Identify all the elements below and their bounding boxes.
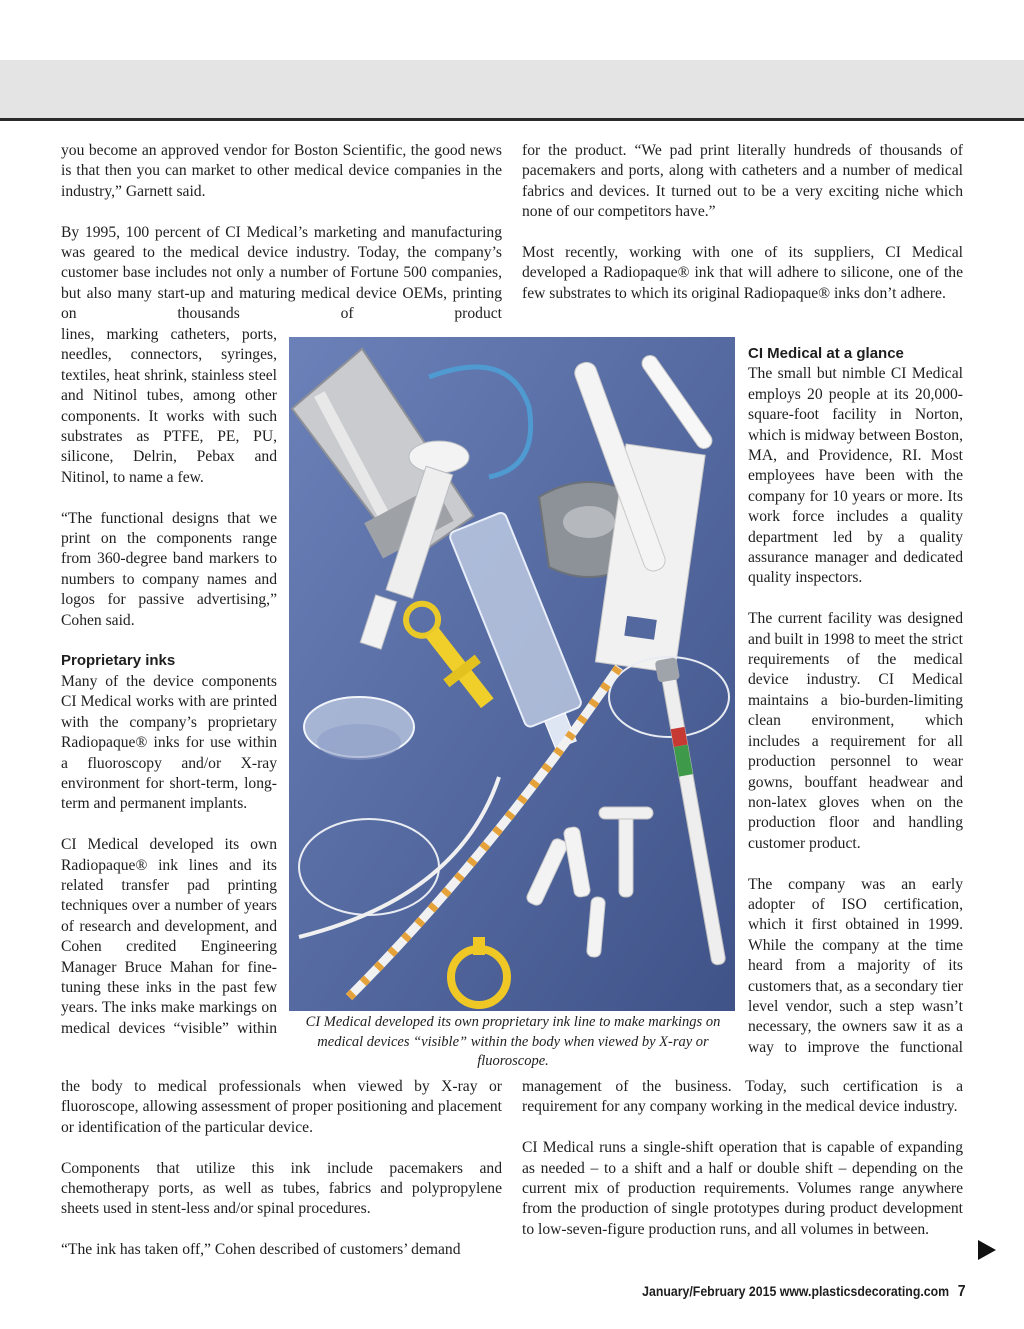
photo-caption: CI Medical developed its own proprietary ink line to make markings on medical devices “visible” within the body when viewed by X-ray or fluoroscope. <box>305 1014 721 1069</box>
paragraph: “The functional designs that we print on the components range from 360-degree band markers to numbers to company names and logos for passive advertising,” Cohen said. <box>61 509 277 629</box>
paragraph: CI Medical runs a single-shift operation that is capable of expanding as needed – to a shift and a half or double shift – depending on the current mix of production requirements. Volumes range anywhere from the production of single prototypes during product development to low-seven-figure production runs, and all volumes in between. <box>522 1139 963 1238</box>
paragraph: for the product. “We pad print literally hundreds of thousands of pacemakers and ports, along with catheters and a number of medical fabrics and devices. It turned out to be a very exciting niche which none of our competitors have.” <box>522 142 963 221</box>
page-number: 7 <box>958 1283 966 1300</box>
paragraph: Components that utilize this ink include pacemakers and chemotherapy ports, as well as tubes, fabrics and polypropylene sheets used in stent-less and/or spinal procedures. <box>61 1159 502 1218</box>
paragraph: lines, marking catheters, ports, needles, connectors, syringes, textiles, heat shrink, stainless steel and Nitinol tubes, among other components. It works with such substrates as PTFE, PE, PU, silicone, Delrin, Pebax and Nitinol, to name a few. <box>61 326 277 486</box>
paragraph: management of the business. Today, such certification is a requirement for any company working in the medical device industry. <box>522 1078 963 1116</box>
photo-illustration <box>289 337 735 1011</box>
paragraph: you become an approved vendor for Boston Scientific, the good news is that then you can market to other medical device companies in the industry,” Garnett said. <box>61 142 502 200</box>
page-footer <box>642 1283 966 1301</box>
paragraph: “The ink has taken off,” Cohen described of customers’ demand <box>61 1241 461 1259</box>
paragraph: The company was an early adopter of ISO certification, which it first obtained in 1999. While the company at the time heard from a majority of its customers that, as a secondary tier level vendor, such a step wasn’t necessary, the owners saw it as a way to improve the functional <box>748 875 963 1056</box>
paragraph: CI Medical developed its own Radiopaque® ink lines and its related transfer pad printing techniques over a number of years of research and development, and Cohen credited Engineering Manager Bruce Mahan for fine-tuning these inks in the past few years. The inks make markings on medical devices “visible” within <box>61 836 277 1037</box>
left-column-top <box>61 141 502 325</box>
subhead-proprietary-inks: Proprietary inks <box>61 652 176 670</box>
paragraph: The current facility was designed and built in 1998 to meet the strict requirements of the medical device industry. CI Medical maintains a bio-burden-limiting clean environment, which includes a requirement for all production personnel to wear gowns, bouffant headwear and non-latex gloves when on the production floor and handling customer product. <box>748 610 963 852</box>
paragraph: the body to medical professionals when viewed by X-ray or fluoroscope, allowing assessment of proper positioning and placement or identification of the particular device. <box>61 1078 502 1136</box>
paragraph: Most recently, working with one of its suppliers, CI Medical developed a Radiopaque® ink that will adhere to silicone, one of the few substrates to which its original Radiopaque® inks don’t adhere. <box>522 244 963 302</box>
right-column-narrow <box>748 344 963 1058</box>
footer-issue: January/February 2015 <box>642 1283 777 1299</box>
left-column-narrow <box>61 325 277 1039</box>
paragraph: Many of the device components CI Medical works with are printed with the company’s proprietary Radiopaque® inks for use within a fluoroscopy and/or X-ray environment for short-term, long-term and permanent implants. <box>61 672 277 813</box>
left-column-bottom <box>61 1077 502 1261</box>
medical-devices-photo <box>289 337 735 1011</box>
footer-site: www.plasticsdecorating.com <box>780 1283 950 1299</box>
right-column-bottom <box>522 1077 963 1240</box>
right-column-top <box>522 141 963 304</box>
header-band <box>0 60 1024 121</box>
paragraph: The small but nimble CI Medical employs 20 people at its 20,000-square-foot facility in Norton, which is midway between Boston, MA, and Providence, RI. Most employees have been with the company for 10 years or more. Its work force includes a quality department led by a quality assurance manager and dedicated quality inspectors. <box>748 365 963 587</box>
continue-arrow-icon <box>978 1240 996 1260</box>
paragraph: By 1995, 100 percent of CI Medical’s marketing and manufacturing was geared to the medical device industry. Today, the company’s customer base includes not only a number of Fortune 500 companies, but also many start-up and maturing medical device OEMs, printing on thousands of product <box>61 223 502 323</box>
subhead-at-a-glance: CI Medical at a glance <box>748 345 904 362</box>
